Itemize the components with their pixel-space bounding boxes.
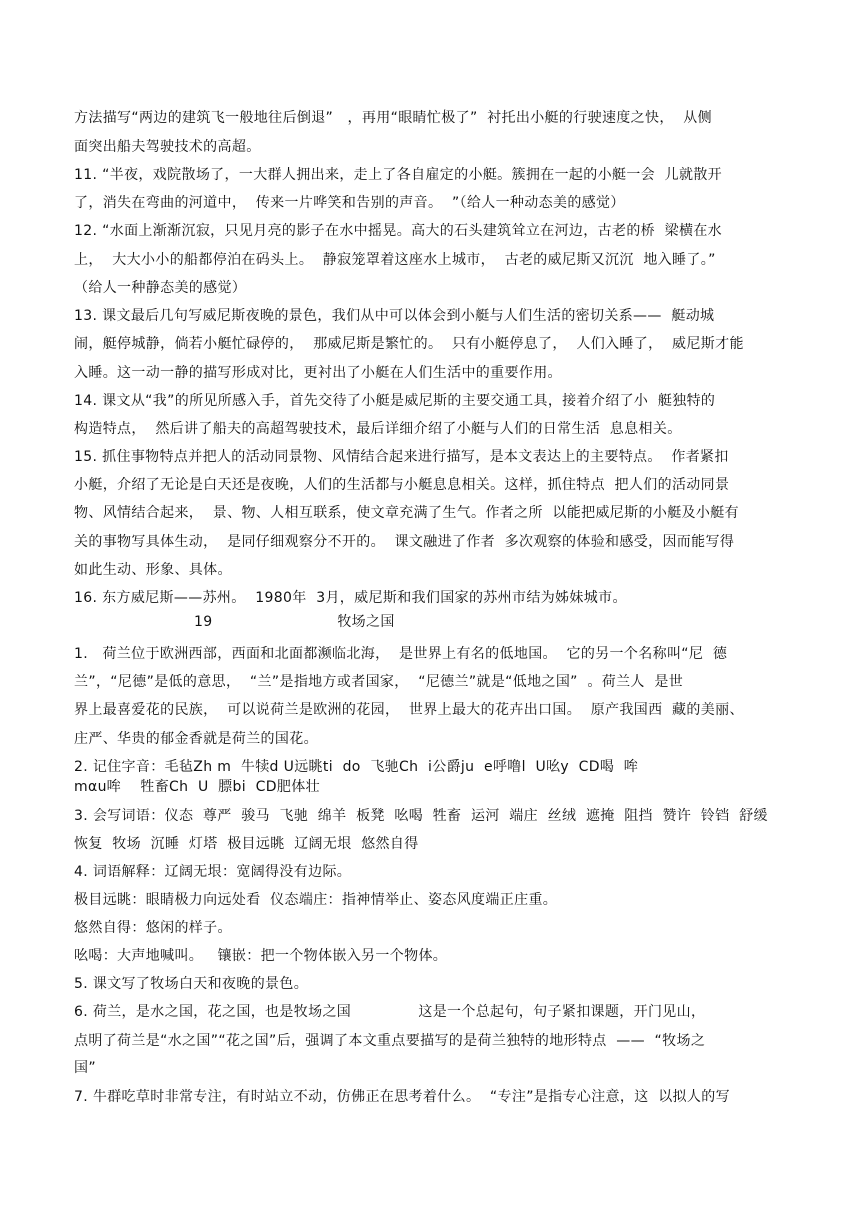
text-line: 15. 抓住事物特点并把人的活动同景物、风情结合起来进行描写，是本文表达上的主要特点。 作者紧扣 (74, 449, 729, 465)
text-line: 5. 课文写了牧场白天和夜晚的景色。 (74, 976, 309, 992)
text-line: 11. “半夜，戏院散场了，一大群人拥出来，走上了各自雇定的小艇。簇拥在一起的小艇一会 儿就散开 (74, 167, 723, 183)
text-line: 12. “水面上渐渐沉寂，只见月亮的影子在水中摇晃。高大的石头建筑耸立在河边，古老的桥 梁横在水 (74, 223, 723, 239)
text-line: 3. 会写词语：仪态 尊严 骏马 飞驰 绵羊 板凳 吆喝 牲畜 运河 端庄 丝绒 遮掩 阻挡 赞许 铃铛 舒缓 (74, 808, 768, 824)
text-line: 上， 大大小小的船都停泊在码头上。 静寂笼罩着这座水上城市， 古老的威尼斯又沉沉 地入睡了。” (74, 252, 716, 268)
text-line: 面突出船夫驾驶技术的高超。 (74, 139, 261, 155)
text-line: 6. 荷兰，是水之国，花之国，也是牧场之国 这是一个总起句，句子紧扣课题，开门见山， (74, 1004, 706, 1020)
text-line: 点明了荷兰是“水之国”“花之国”后，强调了本文重点要描写的是荷兰独特的地形特点 —— “牧场之 (74, 1033, 706, 1049)
text-line: 庄严、华贵的郁金香就是荷兰的国花。 (74, 731, 318, 747)
text-line: 小艇，介绍了无论是白天还是夜晚，人们的生活都与小艇息息相关。这样，抓住特点 把人们的活动同景 (74, 477, 730, 493)
text-line: 极目远眺：眼睛极力向远处看 仪态端庄：指神情举止、姿态风度端正庄重。 (74, 892, 558, 908)
text-line: 构造特点， 然后讲了船夫的高超驾驶技术，最后详细介绍了小艇与人们的日常生活 息息相关。 (74, 421, 682, 437)
text-line: 闹，艇停城静，倘若小艇忙碌停的， 那威尼斯是繁忙的。 只有小艇停息了， 人们入睡了， 威尼斯才能 (74, 336, 744, 352)
text-line: 1. 荷兰位于欧洲西部，西面和北面都濒临北海， 是世界上有名的低地国。 它的另一个名称叫“尼 德 (74, 646, 728, 662)
text-line: 物、风情结合起来， 景、物、人相互联系，使文章充满了生气。作者之所 以能把威尼斯的小艇及小艇有 (74, 505, 739, 521)
text-line: 入睡。这一动一静的描写形成对比，更衬出了小艇在人们生活中的重要作用。 (74, 365, 562, 381)
text-line: 方法描写“两边的建筑飞一般地往后倒退” ，再用“眼睛忙极了” 衬托出小艇的行驶速度之快， 从侧 (74, 110, 713, 126)
text-line: 7. 牛群吃草时非常专注，有时站立不动，仿佛正在思考着什么。 “专注”是指专心注意，这 以拟人的写 (74, 1089, 730, 1105)
text-line: 2. 记住字音：毛毡Zh m 牛犊d U远眺ti do 飞驰Ch i公爵ju e呼噜l U吆y CD喝 哞 (74, 759, 639, 775)
text-line: mαu哞 牲畜Ch U 膘bi CD肥体壮 (74, 779, 320, 795)
text-line: 4. 词语解释：辽阔无垠：宽阔得没有边际。 (74, 864, 352, 880)
text-line: 如此生动、形象、具体。 (74, 562, 232, 578)
text-line: 了，消失在弯曲的河道中， 传来一片哗笑和告别的声音。 ”（给人一种动态美的感觉） (74, 195, 625, 211)
text-line: 16. 东方威尼斯——苏州。 1980年 3月，威尼斯和我们国家的苏州市结为姊妹城市。 (74, 590, 627, 606)
text-line: 14. 课文从“我”的所见所感入手，首先交待了小艇是威尼斯的主要交通工具，接着介绍了小 艇独特的 (74, 393, 716, 409)
text-line: 恢复 牧场 沉睡 灯塔 极目远眺 辽阔无垠 悠然自得 (74, 836, 419, 852)
text-line: 国” (74, 1060, 96, 1076)
text-line: 19 牧场之国 (74, 614, 395, 630)
text-line: 吆喝：大声地喊叫。 镶嵌：把一个物体嵌入另一个物体。 (74, 948, 448, 964)
text-line: 悠然自得：悠闲的样子。 (74, 920, 232, 936)
text-line: 关的事物写具体生动， 是同仔细观察分不开的。 课文融进了作者 多次观察的体验和感受，因而能写得 (74, 534, 735, 550)
text-line: 界上最喜爱花的民族， 可以说荷兰是欧洲的花园， 世界上最大的花卉出口国。 原产我国西 藏的美丽、 (74, 702, 744, 718)
text-line: （给人一种静态美的感觉） (74, 280, 247, 296)
text-line: 兰”，“尼德”是低的意思， “兰”是指地方或者国家， “尼德兰”就是“低地之国” 。荷兰人 是世 (74, 674, 684, 690)
text-line: 13. 课文最后几句写威尼斯夜晚的景色，我们从中可以体会到小艇与人们生活的密切关系—— 艇动城 (74, 308, 715, 324)
